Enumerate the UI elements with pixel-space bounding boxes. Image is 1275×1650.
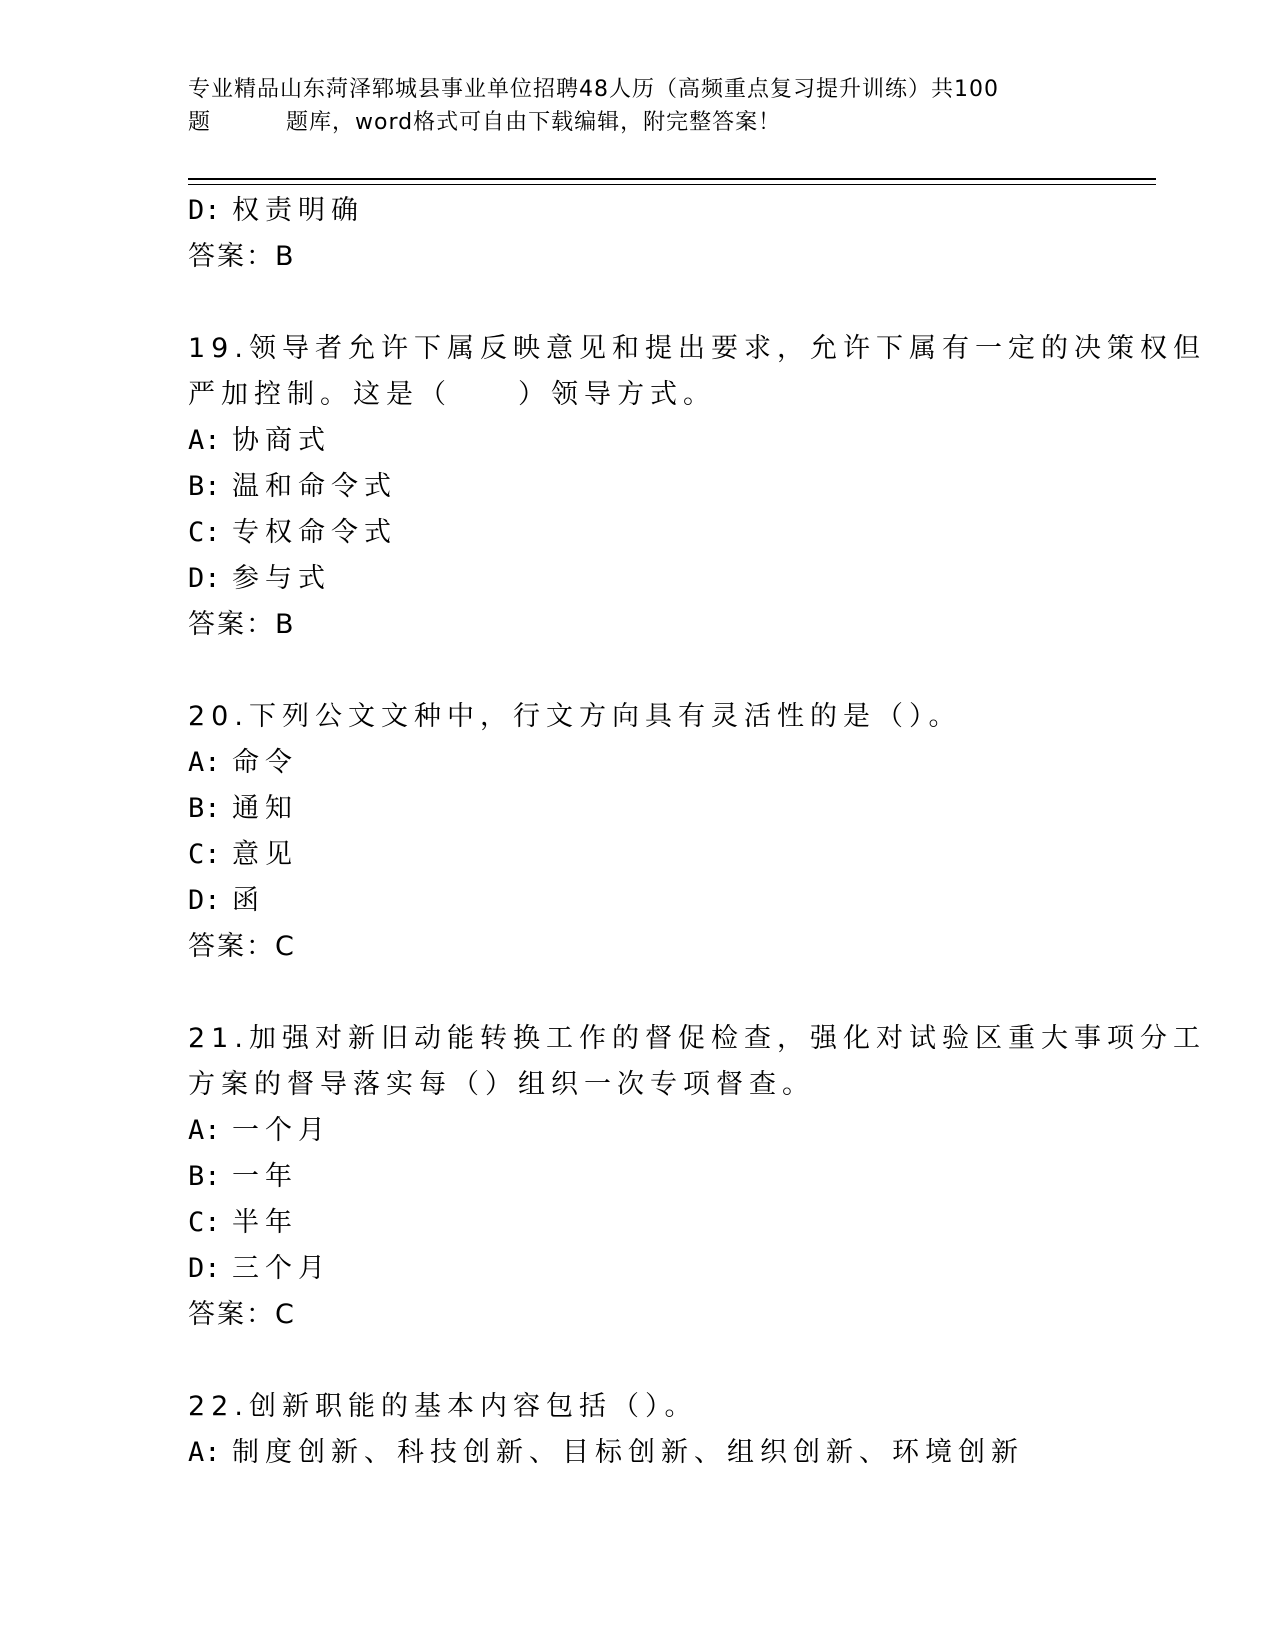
answer-line <box>188 602 1088 648</box>
option-key: A: <box>188 1115 221 1146</box>
spacer <box>188 970 1088 1016</box>
option-text: 函 <box>232 885 265 916</box>
option-c <box>188 510 1088 556</box>
option-d <box>188 556 1088 602</box>
option-a <box>188 1108 1088 1154</box>
option-c <box>188 1200 1088 1246</box>
question-text-line: 方案的督导落实每（）组织一次专项督查。 <box>188 1069 815 1100</box>
answer-line <box>188 924 1088 970</box>
option-text: 半年 <box>232 1207 298 1238</box>
spacer <box>188 648 1088 694</box>
spacer <box>188 280 1088 326</box>
option-key: C: <box>188 1207 221 1238</box>
option-text: 专权命令式 <box>232 517 397 548</box>
option-text: 一个月 <box>232 1115 331 1146</box>
header-rule-thin <box>188 184 1156 185</box>
answer-value: B <box>275 609 296 640</box>
question-text-line: 严加控制。这是（ ）领导方式。 <box>188 379 716 410</box>
answer-line <box>188 234 1088 280</box>
answer-value: B <box>275 241 296 272</box>
question-text-line: 19.领导者允许下属反映意见和提出要求，允许下属有一定的决策权但 <box>188 333 1206 364</box>
question-text-line: 22.创新职能的基本内容包括（）。 <box>188 1391 698 1422</box>
header-rule-thick <box>188 178 1156 180</box>
answer-label: 答案： <box>188 609 275 640</box>
option-d <box>188 188 1088 234</box>
option-text: 参与式 <box>232 563 331 594</box>
option-key: C: <box>188 517 221 548</box>
option-key: A: <box>188 1437 221 1468</box>
question-text-line: 21.加强对新旧动能转换工作的督促检查，强化对试验区重大事项分工 <box>188 1023 1206 1054</box>
option-text: 一年 <box>232 1161 298 1192</box>
header-title-line2-left: 题 <box>188 110 212 135</box>
option-key: D: <box>188 1253 221 1284</box>
option-a <box>188 740 1088 786</box>
option-c <box>188 832 1088 878</box>
option-text: 温和命令式 <box>232 471 397 502</box>
option-d <box>188 878 1088 924</box>
option-key: B: <box>188 793 221 824</box>
answer-label: 答案： <box>188 931 275 962</box>
option-text: 命令 <box>232 747 298 778</box>
answer-value: C <box>275 931 296 962</box>
answer-label: 答案： <box>188 1299 275 1330</box>
spacer <box>188 1338 1088 1384</box>
option-a <box>188 418 1088 464</box>
question-21 <box>188 1016 1206 1338</box>
document-header <box>188 73 1068 139</box>
answer-value: C <box>275 1299 296 1330</box>
option-b <box>188 786 1088 832</box>
option-text: 制度创新、科技创新、目标创新、组织创新、环境创新 <box>232 1437 1024 1468</box>
option-d <box>188 1246 1088 1292</box>
header-title-line2 <box>188 106 1068 139</box>
option-key: D: <box>188 563 221 594</box>
option-key: A: <box>188 747 221 778</box>
question-text-line: 20.下列公文文种中，行文方向具有灵活性的是（）。 <box>188 701 962 732</box>
header-title-line1: 专业精品山东菏泽郓城县事业单位招聘48人历（高频重点复习提升训练）共100 <box>188 77 999 102</box>
option-key: D: <box>188 885 221 916</box>
option-text: 协商式 <box>232 425 331 456</box>
answer-line <box>188 1292 1088 1338</box>
option-text: 意见 <box>232 839 298 870</box>
option-text: 三个月 <box>232 1253 331 1284</box>
option-text: 通知 <box>232 793 298 824</box>
option-a <box>188 1430 1088 1476</box>
option-text: 权责明确 <box>232 195 364 226</box>
question-22 <box>188 1384 1088 1476</box>
header-title-line2-right: 题库，word格式可自由下载编辑，附完整答案！ <box>286 110 782 135</box>
question-19 <box>188 326 1206 648</box>
option-b <box>188 1154 1088 1200</box>
option-b <box>188 464 1088 510</box>
answer-label: 答案： <box>188 241 275 272</box>
option-key: B: <box>188 471 221 502</box>
option-key: B: <box>188 1161 221 1192</box>
option-key: A: <box>188 425 221 456</box>
option-key: D: <box>188 195 221 226</box>
document-body <box>188 188 1206 1476</box>
option-key: C: <box>188 839 221 870</box>
question-20 <box>188 694 1088 970</box>
